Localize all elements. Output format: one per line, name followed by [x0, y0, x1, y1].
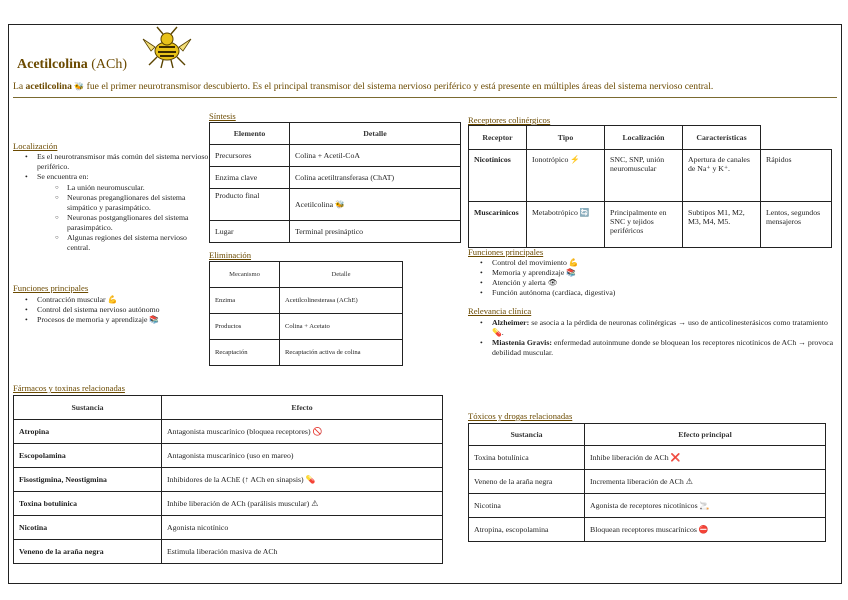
table-header-row: [14, 396, 443, 420]
table-cell: Enzima: [210, 288, 280, 314]
table-cell: Fisostigmina, Neostigmina: [14, 468, 162, 492]
list-item: ○ Algunas regiones del sistema nervioso central.: [37, 233, 209, 253]
receptores-table: [468, 125, 832, 248]
column-header: Receptor: [469, 126, 527, 150]
column-header: Detalle: [280, 262, 403, 288]
eliminacion-heading: Eliminación: [209, 250, 252, 260]
table-cell: Agonista de receptores nicotínicos 🚬: [585, 494, 826, 518]
list-item: ○ La unión neuromuscular.: [37, 183, 209, 193]
table-cell: Toxina botulínica: [469, 446, 585, 470]
table-row: [14, 540, 443, 564]
table-row: [469, 518, 826, 542]
table-header-row: [210, 262, 403, 288]
table-cell: Apertura de canales de Na⁺ y K⁺.: [683, 150, 761, 202]
document-page: [8, 24, 842, 584]
table-cell: Productos: [210, 314, 280, 340]
list-item: ○ Neuronas postganglionares del sistema parasimpático.: [37, 213, 209, 233]
list-item: • Se encuentra en: ○ La unión neuromuscular. ○ Neuronas preganglionares del sistema simpático y parasimpático. ○ Neuronas postganglionares del sistema parasimpático. ○ Algunas regiones del sistema nervioso central.: [13, 172, 209, 253]
list-item: • Alzheimer: se asocia a la pérdida de neuronas colinérgicas → uso de anticolinesterásicos como tratamiento 💊.: [468, 318, 834, 338]
list-item: • Contracción muscular 💪: [13, 295, 209, 305]
list-item: • Función autónoma (cardíaca, digestiva): [468, 288, 828, 298]
farmacos-table: [13, 395, 443, 564]
table-row: [210, 189, 461, 221]
column-header: Sustancia: [469, 424, 585, 446]
table-cell: Nicotina: [469, 494, 585, 518]
table-cell: Precursores: [210, 145, 290, 167]
table-header-row: [469, 126, 832, 150]
table-cell: Colina acetiltransferasa (ChAT): [290, 167, 461, 189]
toxicos-heading: Tóxicos y drogas relacionadas: [468, 411, 573, 421]
list-item: • Es el neurotransmisor más común del sistema nervioso periférico.: [13, 152, 209, 172]
table-cell: Estimula liberación masiva de ACh: [162, 540, 443, 564]
list-item: • Control del sistema nervioso autónomo: [13, 305, 209, 315]
table-row: [14, 516, 443, 540]
list-item: • Memoria y aprendizaje 📚: [468, 268, 828, 278]
table-header-row: [210, 123, 461, 145]
relevancia-heading: Relevancia clínica: [468, 306, 532, 316]
table-cell: Colina + Acetil-CoA: [290, 145, 461, 167]
column-header: Localización: [605, 126, 683, 150]
table-cell: Recaptación activa de colina: [280, 340, 403, 366]
table-cell: Lugar: [210, 221, 290, 243]
table-row: [210, 167, 461, 189]
list-item: • Procesos de memoria y aprendizaje 📚: [13, 315, 209, 325]
table-cell: Escopolamina: [14, 444, 162, 468]
table-cell: Inhibe liberación de ACh ❌: [585, 446, 826, 470]
column-header: Tipo: [527, 126, 605, 150]
table-row: [210, 288, 403, 314]
table-cell: Ionotrópico ⚡: [527, 150, 605, 202]
table-row: [469, 494, 826, 518]
column-header: Características: [683, 126, 761, 150]
table-row: [14, 420, 443, 444]
table-cell: Nicotínicos: [469, 150, 527, 202]
table-cell: Colina + Acetato: [280, 314, 403, 340]
list-item: ○ Neuronas preganglionares del sistema simpático y parasimpático.: [37, 193, 209, 213]
table-cell: Principalmente en SNC y tejidos periféricos: [605, 202, 683, 248]
table-row: [14, 444, 443, 468]
table-row: [210, 221, 461, 243]
table-row: [210, 314, 403, 340]
column-header: [761, 126, 832, 150]
table-cell: Producto final: [210, 189, 290, 221]
intro-paragraph: La acetilcolina 🐝 fue el primer neurotransmisor descubierto. Es el principal transmisor del sistema nervioso periférico y está presente en múltiples áreas del sistema nervioso central.: [13, 81, 714, 92]
funciones-left-list: [13, 295, 209, 325]
table-row: [469, 150, 832, 202]
table-cell: Atropina: [14, 420, 162, 444]
table-cell: Acetilcolinesterasa (AChE): [280, 288, 403, 314]
toxicos-table: [468, 423, 826, 542]
table-cell: Inhibidores de la AChE (↑ ACh en sinapsis) 💊: [162, 468, 443, 492]
funciones-right-heading: Funciones principales: [468, 247, 544, 257]
table-cell: Rápidos: [761, 150, 832, 202]
page-title: Acetilcolina (ACh): [17, 57, 128, 72]
column-header: Sustancia: [14, 396, 162, 420]
farmacos-heading: Fármacos y toxinas relacionadas: [13, 383, 125, 393]
localizacion-heading: Localización: [13, 141, 58, 151]
table-row: [469, 470, 826, 494]
sintesis-table: [209, 122, 461, 243]
receptores-heading: Receptores colinérgicos: [468, 115, 551, 125]
table-cell: Atropina, escopolamina: [469, 518, 585, 542]
table-cell: Antagonista muscarínico (uso en mareo): [162, 444, 443, 468]
list-item: • Miastenia Gravis: enfermedad autoinmune donde se bloquean los receptores nicotínicos de ACh → provoca debilidad muscular.: [468, 338, 834, 358]
column-header: Mecanismo: [210, 262, 280, 288]
list-item: • Control del movimiento 💪: [468, 258, 828, 268]
list-item: • Atención y alerta 👁: [468, 278, 828, 288]
localizacion-list: [13, 152, 209, 253]
funciones-left-heading: Funciones principales: [13, 283, 89, 293]
table-row: [14, 468, 443, 492]
eliminacion-table: [209, 261, 403, 366]
table-cell: Enzima clave: [210, 167, 290, 189]
table-row: [14, 492, 443, 516]
table-cell: Inhibe liberación de ACh (parálisis muscular) ⚠: [162, 492, 443, 516]
table-cell: Antagonista muscarínico (bloquea receptores) 🚫: [162, 420, 443, 444]
table-header-row: [469, 424, 826, 446]
table-cell: Subtipos M1, M2, M3, M4, M5.: [683, 202, 761, 248]
relevancia-list: [468, 318, 834, 358]
table-cell: Incrementa liberación de ACh ⚠: [585, 470, 826, 494]
header-divider: [13, 97, 837, 98]
table-row: [469, 446, 826, 470]
column-header: Efecto: [162, 396, 443, 420]
table-cell: Metabotrópico 🔄: [527, 202, 605, 248]
table-row: [210, 340, 403, 366]
table-cell: Toxina botulínica: [14, 492, 162, 516]
table-cell: Lentos, segundos mensajeros: [761, 202, 832, 248]
column-header: Efecto principal: [585, 424, 826, 446]
column-header: Detalle: [290, 123, 461, 145]
table-cell: Terminal presináptico: [290, 221, 461, 243]
table-row: [210, 145, 461, 167]
column-header: Elemento: [210, 123, 290, 145]
table-cell: SNC, SNP, unión neuromuscular: [605, 150, 683, 202]
table-row: [469, 202, 832, 248]
table-cell: Agonista nicotínico: [162, 516, 443, 540]
table-cell: Recaptación: [210, 340, 280, 366]
sintesis-heading: Síntesis: [209, 111, 236, 121]
table-cell: Veneno de la araña negra: [469, 470, 585, 494]
table-cell: Acetilcolina 🐝: [290, 189, 461, 221]
localizacion-sublist: [37, 183, 209, 253]
bee-mascot-icon: [139, 25, 195, 69]
funciones-right-list: [468, 258, 828, 298]
table-cell: Veneno de la araña negra: [14, 540, 162, 564]
table-cell: Muscarínicos: [469, 202, 527, 248]
table-cell: Nicotina: [14, 516, 162, 540]
table-cell: Bloquean receptores muscarínicos ⛔: [585, 518, 826, 542]
